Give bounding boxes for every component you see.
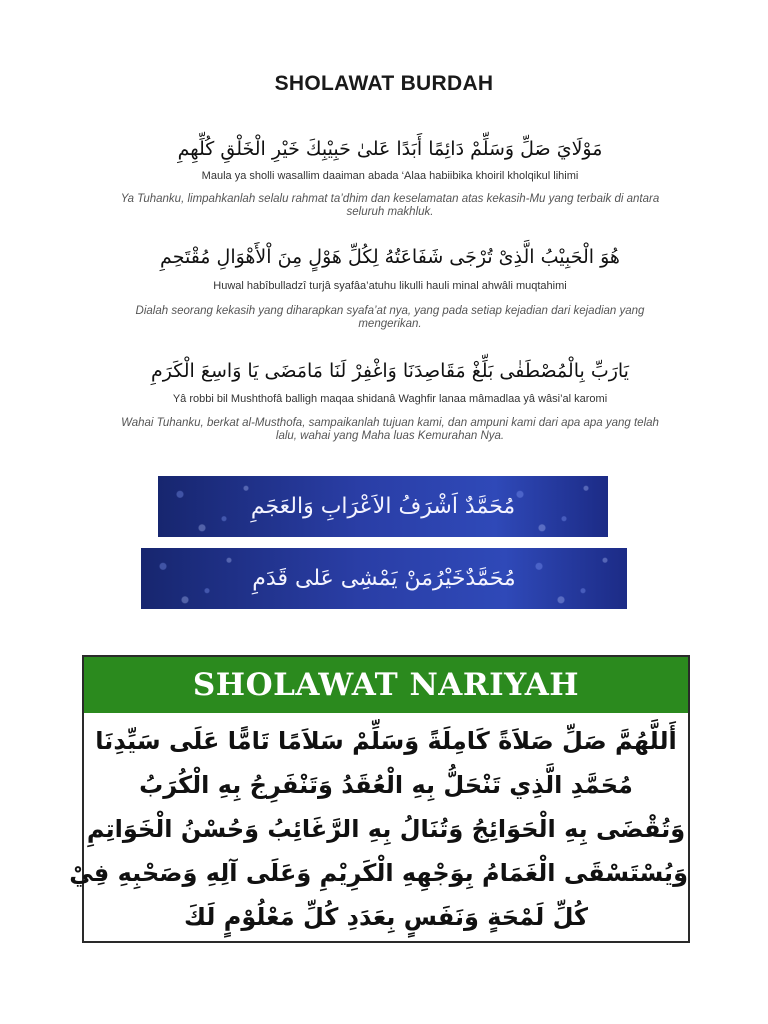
burdah-verse-2 bbox=[110, 246, 670, 331]
banner-arabic-text: مُحَمَّدٌ اَشْرَفُ الاَعْرَابِ وَالعَجَمِ bbox=[250, 494, 516, 519]
nariyah-line: كُلِّ لَمْحَةٍ وَنَفَسٍ بِعَدَدِ كُلِّ مَعْلُوْمٍ لَكَ bbox=[184, 903, 588, 931]
floral-ornament-icon bbox=[141, 548, 251, 609]
banner-arabic-text: مُحَمَّدٌخَيْرُمَنْ يَمْشِى عَلى قَدَمِ bbox=[252, 566, 516, 591]
verse-arabic: هُوَ الْحَبِيْبُ الَّذِىْ تُرْجَى شَفَاعَتُهُ لِكُلِّ هَوْلٍ مِنَ اْلأَهْوَالِ مُقْتَحِمِ bbox=[160, 246, 620, 268]
nariyah-line: أَللَّهُمَّ صَلِّ صَلاَةً كَامِلَةً وَسَلِّمْ سَلاَمًا تَامًّا عَلَى سَيِّدِنَا bbox=[95, 727, 677, 755]
verse-translation: Ya Tuhanku, limpahkanlah selalu rahmat ta’dhim dan keselamatan atas kekasih-Mu yang terbaik di antara seluruh makhluk. bbox=[120, 193, 660, 218]
nariyah-card bbox=[69, 655, 690, 943]
calligraphy-banner-2 bbox=[141, 548, 627, 609]
nariyah-title: SHOLAWAT NARIYAH bbox=[84, 657, 688, 713]
floral-ornament-icon bbox=[517, 548, 627, 609]
nariyah-line: مُحَمَّدِ الَّذِي تَنْحَلُّ بِهِ الْعُقَدُ وَتَنْفَرِجُ بِهِ الْكُرَبُ bbox=[139, 771, 633, 799]
verse-latin: Huwal habîbulladzî turjâ syafâa’atuhu likulli hauli minal ahwâli muqtahimi bbox=[213, 280, 567, 292]
burdah-verse-3 bbox=[110, 360, 670, 443]
nariyah-line: وَتُقْضَى بِهِ الْحَوَائِجُ وَتُنَالُ بِهِ الرَّغَائِبُ وَحُسْنُ الْخَوَاتِمِ bbox=[86, 815, 686, 843]
verse-translation: Dialah seorang kekasih yang diharapkan syafa’at nya, yang pada setiap kejadian dari kejadian yang mengerikan. bbox=[135, 305, 645, 330]
verse-latin: Yâ robbi bil Mushthofâ balligh maqaa shidanâ Waghfir lanaa mâmadlaa yâ wâsi’al karomi bbox=[172, 393, 608, 405]
nariyah-text bbox=[69, 713, 688, 939]
nariyah-line: وَيُسْتَسْقَى الْغَمَامُ بِوَجْهِهِ الْكَرِيْمِ وَعَلَى آلِهِ وَصَحْبِهِ فِيْ bbox=[69, 859, 688, 887]
burdah-verse-1 bbox=[110, 138, 670, 219]
burdah-title: SHOLAWAT BURDAH bbox=[274, 72, 494, 95]
verse-latin: Maula ya sholli wasallim daaiman abada ‘Alaa habiibika khoiril kholqikul lihimi bbox=[201, 170, 579, 182]
verse-arabic: يَارَبِّ بِالْمُصْطَفٰى بَلِّغْ مَقَاصِدَنَا وَاغْفِرْ لَنَا مَامَضَى يَا وَاسِعَ الْكَرَمِ bbox=[151, 360, 629, 382]
calligraphy-banner-1 bbox=[158, 476, 608, 537]
verse-translation: Wahai Tuhanku, berkat al-Musthofa, sampaikanlah tujuan kami, dan ampuni kami dari apa apa yang telah lalu, wahai yang Maha luas Kemurahan Nya. bbox=[121, 417, 659, 442]
verse-arabic: مَوْلَايَ صَلِّ وَسَلِّمْ دَائِمًا أَبَدًا عَلىٰ حَبِيْبِكَ خَيْرِ الْخَلْقِ كُلِّهِمِ bbox=[177, 138, 603, 160]
